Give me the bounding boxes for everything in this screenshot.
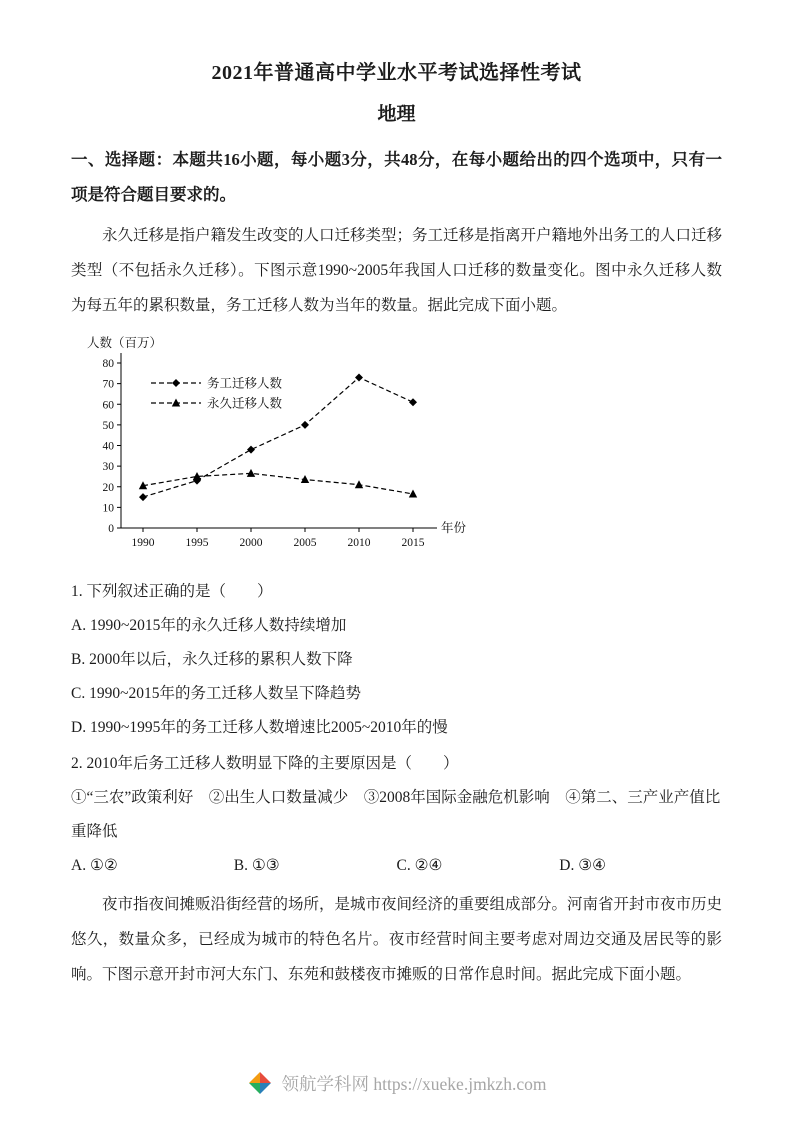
svg-text:0: 0 xyxy=(108,523,114,535)
exam-subject: 地理 xyxy=(377,104,416,125)
svg-text:1990: 1990 xyxy=(131,537,155,549)
svg-text:30: 30 xyxy=(102,461,114,474)
migration-line-chart xyxy=(73,333,473,568)
svg-text:2000: 2000 xyxy=(239,537,263,549)
svg-text:10: 10 xyxy=(102,502,114,515)
svg-text:永久迁移人数: 永久迁移人数 xyxy=(207,396,283,411)
question-2-items: ①“三农”政策利好 ②出生人口数量减少 ③2008年国际金融危机影响 ④第二、三产业产值比重降低 xyxy=(71,789,721,840)
svg-text:务工迁移人数: 务工迁移人数 xyxy=(207,376,283,391)
svg-text:60: 60 xyxy=(102,399,114,412)
svg-text:50: 50 xyxy=(102,419,114,432)
section-heading: 一、选择题：本题共16小题，每小题3分，共48分，在每小题给出的四个选项中，只有一项是符合题目要求的。 xyxy=(71,150,722,204)
question-2-option-a: A. ①② xyxy=(71,857,118,874)
question-1-option-a: A. 1990~2015年的永久迁移人数持续增加 xyxy=(71,617,347,634)
svg-text:70: 70 xyxy=(102,378,114,391)
footer-site-text: 领航学科网 https://xueke.jmkzh.com xyxy=(281,1073,547,1094)
exam-title: 2021年普通高中学业水平考试选择性考试 xyxy=(211,62,582,84)
question-1-stem: 1. 下列叙述正确的是（ ） xyxy=(71,583,273,600)
question-2-option-d: D. ③④ xyxy=(559,857,606,874)
svg-text:2005: 2005 xyxy=(293,537,317,549)
site-logo-icon xyxy=(247,1070,273,1096)
svg-text:20: 20 xyxy=(102,481,114,494)
question-1-option-c: C. 1990~2015年的务工迁移人数呈下降趋势 xyxy=(71,685,361,702)
question-2 xyxy=(71,747,722,883)
question-2-option-c: C. ②④ xyxy=(396,857,443,874)
svg-text:40: 40 xyxy=(102,440,114,453)
passage-night-market: 夜市指夜间摊贩沿街经营的场所，是城市夜间经济的重要组成部分。河南省开封市夜市历史悠久，数量众多，已经成为城市的特色名片。夜市经营时间主要考虑对周边交通及居民等的影响。下图示意开封市河大东门、东苑和鼓楼夜市摊贩的日常作息时间。据此完成下面小题。 xyxy=(71,896,723,983)
question-1-option-d: D. 1990~1995年的务工迁移人数增速比2005~2010年的慢 xyxy=(71,719,448,736)
svg-text:2010: 2010 xyxy=(347,537,371,549)
question-1 xyxy=(71,575,722,745)
svg-text:80: 80 xyxy=(102,358,114,370)
question-1-option-b: B. 2000年以后，永久迁移的累积人数下降 xyxy=(71,651,353,668)
svg-text:2015: 2015 xyxy=(401,537,425,549)
passage-migration: 永久迁移是指户籍发生改变的人口迁移类型；务工迁移是指离开户籍地外出务工的人口迁移类型（不包括永久迁移）。下图示意1990~2005年我国人口迁移的数量变化。图中永久迁移人数为每五年的累积数量，务工迁移人数为当年的数量。据此完成下面小题。 xyxy=(71,227,723,314)
question-2-option-b: B. ①③ xyxy=(233,857,280,874)
question-2-stem: 2. 2010年后务工迁移人数明显下降的主要原因是（ ） xyxy=(71,755,459,772)
svg-text:1995: 1995 xyxy=(185,537,209,549)
migration-chart-figure xyxy=(73,333,722,573)
svg-text:人数（百万）: 人数（百万） xyxy=(87,336,163,350)
question-2-options-row xyxy=(71,849,722,883)
page-footer xyxy=(0,1070,793,1096)
svg-text:年份: 年份 xyxy=(441,521,467,535)
